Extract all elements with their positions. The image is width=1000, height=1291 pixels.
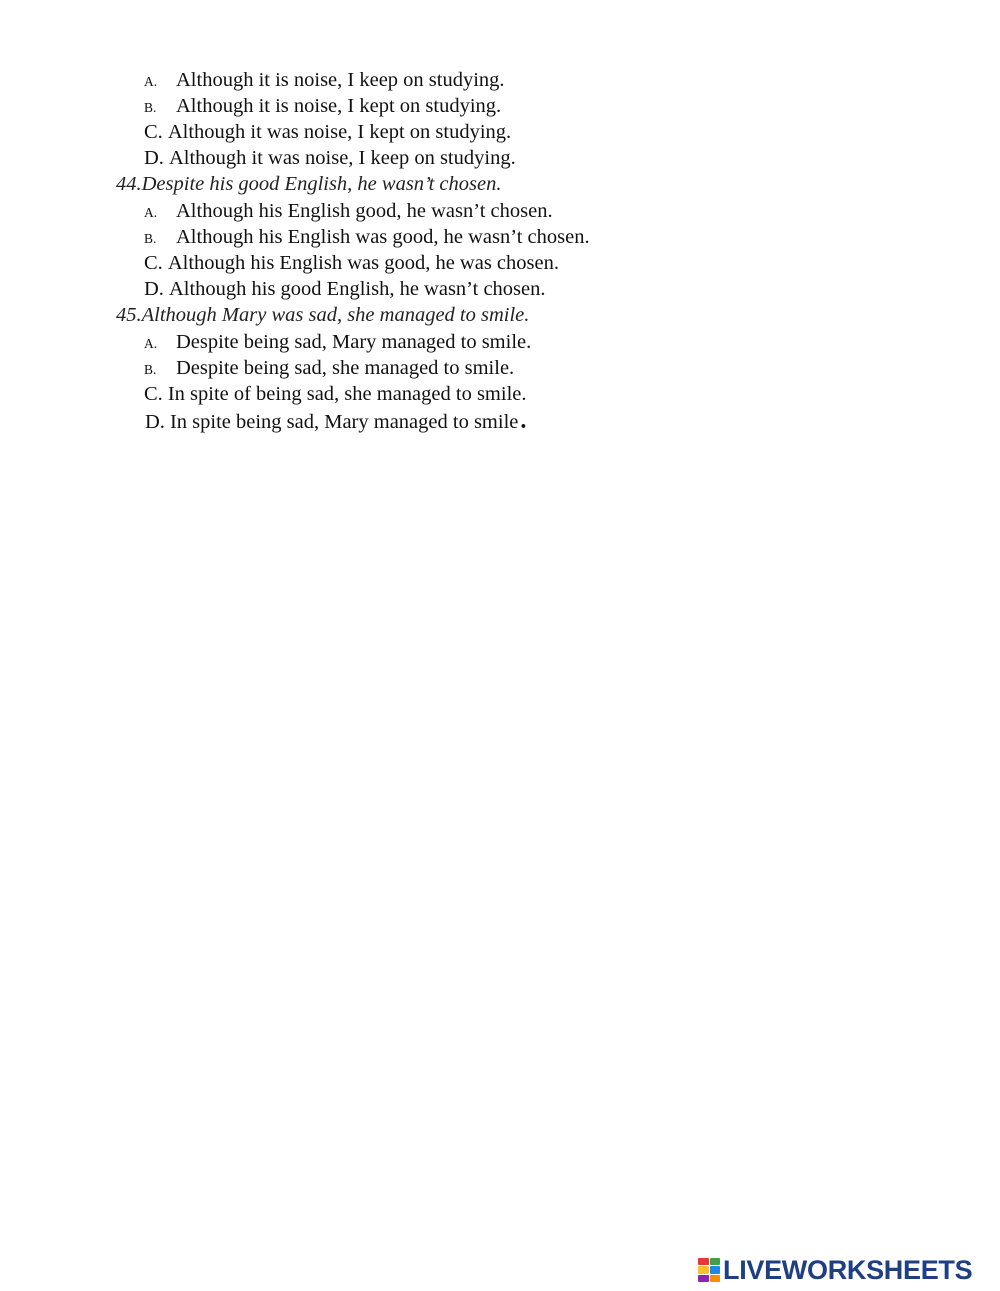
q43-option-c	[144, 119, 511, 145]
option-text: Although it was noise, I keep on studying.	[168, 147, 516, 169]
option-text: Although his English was good, he wasn’t chosen.	[176, 226, 590, 248]
option-text: Although his good English, he wasn’t chosen.	[168, 278, 546, 300]
option-text: Although it is noise, I keep on studying.	[176, 69, 505, 91]
q43-option-b	[144, 93, 501, 121]
option-letter: B.	[144, 100, 157, 115]
option-text: Despite being sad, she managed to smile.	[176, 357, 515, 379]
option-letter: D.	[145, 411, 165, 433]
option-text: In spite being sad, Mary managed to smile	[169, 411, 519, 433]
q45-option-c	[144, 381, 526, 407]
q45-option-d	[145, 408, 526, 435]
logo-text: LIVEWORKSHEETS	[723, 1255, 973, 1285]
option-letter: A.	[144, 336, 158, 351]
q45-option-a	[144, 329, 531, 357]
liveworksheets-logo	[698, 1255, 972, 1285]
option-text: Although it is noise, I kept on studying.	[176, 95, 502, 117]
option-letter: D.	[144, 278, 164, 300]
option-end-dot: .	[520, 408, 527, 434]
liveworksheets-blocks-icon	[698, 1258, 720, 1282]
option-letter: D.	[144, 147, 164, 169]
option-text: Despite being sad, Mary managed to smile.	[176, 331, 532, 353]
q44-option-a	[144, 198, 553, 226]
option-text: In spite of being sad, she managed to smile.	[167, 383, 527, 405]
logo-block	[698, 1266, 709, 1273]
option-text: Although his English good, he wasn’t chosen.	[176, 200, 553, 222]
option-letter: B.	[144, 231, 157, 246]
option-text: Although it was noise, I kept on studying.	[167, 121, 512, 143]
option-letter: A.	[144, 74, 158, 89]
logo-block	[698, 1258, 709, 1265]
option-letter: C.	[144, 383, 163, 405]
q43-option-d	[144, 145, 516, 171]
logo-block	[698, 1275, 709, 1282]
option-letter: C.	[144, 121, 163, 143]
q44-option-d	[144, 276, 546, 302]
logo-block	[710, 1275, 721, 1282]
q43-option-a	[144, 67, 505, 95]
option-letter: B.	[144, 362, 157, 377]
q44-option-c	[144, 250, 559, 276]
option-text: Although his English was good, he was chosen.	[167, 252, 559, 274]
q45-option-b	[144, 355, 514, 383]
logo-block	[710, 1258, 721, 1265]
logo-block	[710, 1266, 721, 1273]
option-letter: A.	[144, 205, 158, 220]
q45-prompt: 45.Although Mary was sad, she managed to smile.	[116, 304, 530, 326]
q44-option-b	[144, 224, 590, 252]
option-letter: C.	[144, 252, 163, 274]
q44-prompt: 44.Despite his good English, he wasn’t chosen.	[116, 173, 502, 195]
